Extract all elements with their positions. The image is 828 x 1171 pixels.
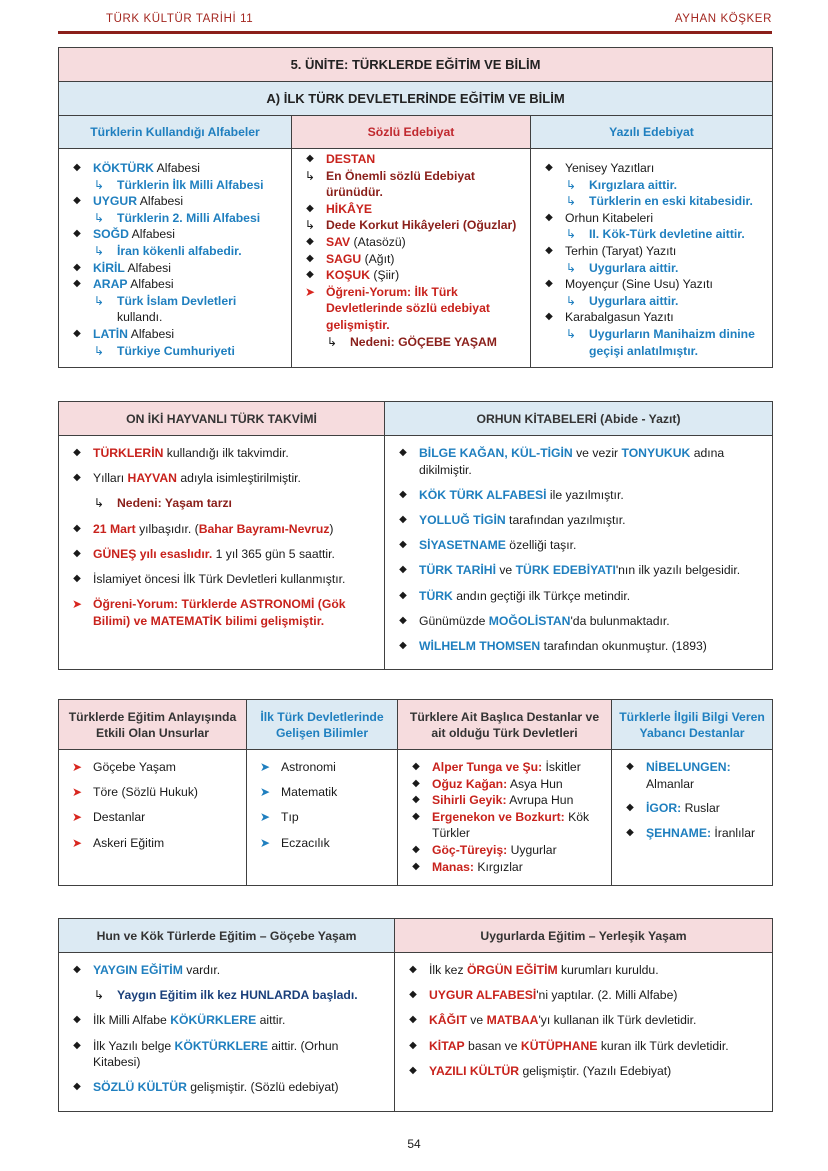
list-item: ↳ Kırgızlara aittir. [565, 177, 678, 192]
list-item: ◆ BİLGE KAĞAN, KÜL-TİGİN ve vezir TONYUKUK adına dikilmiştir. [399, 446, 725, 477]
list-item: ➤ Destanlar [71, 810, 146, 825]
list-item: ➤ Astronomi [259, 760, 336, 774]
list-item: ◆ SİYASETNAME özelliği taşır. [399, 538, 577, 553]
list-item: ↳ Türklerin en eski kitabesidir. [565, 194, 753, 209]
list-item: ◆ UYGUR ALFABESİ'ni yaptılar. (2. Milli Alfabe) [409, 988, 678, 1003]
list-item: ◆ Moyençur (Sine Usu) Yazıtı [545, 277, 713, 292]
list-item: ↳ Yaygın Eğitim ilk kez HUNLARDA başladı. [93, 988, 358, 1003]
list-item: ◆ TÜRKLERİN kullandığı ilk takvimdir. [73, 446, 289, 460]
education-science-table [58, 699, 773, 886]
oral-literature-header: Sözlü Edebiyat [292, 116, 531, 149]
list-item: ◆ Sihirli Geyik: Avrupa Hun [412, 793, 574, 808]
list-item: ↳ Türk İslam Devletleri kullandı. [93, 293, 237, 325]
list-item: ↳ Dede Korkut Hikâyeleri (Oğuzlar) [304, 218, 517, 233]
foreign-epics-header: Türklerle İlgili Bilgi Veren Yabancı Destanlar [612, 700, 773, 750]
list-item: ➤ Tıp [259, 810, 299, 825]
list-item: ◆ YOLLUĞ TİGİN tarafından yazılmıştır. [399, 512, 626, 527]
unit-subtitle: A) İLK TÜRK DEVLETLERİNDE EĞİTİM VE BİLİM [59, 82, 773, 116]
list-item: ➤ Askeri Eğitim [71, 835, 165, 850]
nomadic-header: Hun ve Kök Türlerde Eğitim – Göçebe Yaşam [59, 919, 395, 953]
alphabets-header: Türklerin Kullandığı Alfabeler [59, 116, 292, 149]
list-item: ◆ İlk Yazılı belge KÖKTÜRKLERE aittir. (Orhun Kitabesi) [73, 1038, 339, 1070]
settled-cell [395, 953, 773, 1112]
settled-header: Uygurlarda Eğitim – Yerleşik Yaşam [395, 919, 773, 953]
list-item: ◆ 21 Mart yılbaşıdır. (Bahar Bayramı-Nevruz) [73, 521, 334, 536]
list-item: ◆ İlk kez ÖRGÜN EĞİTİM kurumları kuruldu. [409, 963, 659, 977]
list-item: ➤ Öğreni-Yorum: Türklerde ASTRONOMİ (Gök Bilimi) ve MATEMATİK bilimi gelişmiştir. [71, 597, 346, 628]
book-title: TÜRK KÜLTÜR TARİHİ 11 [106, 13, 254, 25]
list-item: ◆ NİBELUNGEN: Almanlar [626, 760, 731, 791]
page-number: 54 [407, 1137, 421, 1151]
calendar-header: ON İKİ HAYVANLI TÜRK TAKVİMİ [59, 402, 385, 436]
written-literature-cell [531, 149, 773, 368]
education-factors-header: Türklerde Eğitim Anlayışında Etkili Olan Unsurlar [59, 700, 247, 750]
list-item: ◆ Alper Tunga ve Şu: İskitler [412, 760, 581, 774]
list-item: ◆ Oğuz Kağan: Asya Hun [412, 776, 563, 791]
list-item: ➤ Öğreni-Yorum: İlk Türk Devletlerinde sözlü edebiyat gelişmiştir. [304, 284, 490, 332]
list-item: ◆ KOŞUK (Şiir) [306, 268, 400, 283]
orhun-header: ORHUN KİTABELERİ (Abide - Yazıt) [385, 402, 773, 436]
calendar-cell [59, 436, 385, 670]
list-item: ◆ LATİN Alfabesi [73, 326, 175, 341]
list-item: ◆ SOĞD Alfabesi [73, 227, 175, 242]
list-item: ◆ KÖK TÜRK ALFABESİ ile yazılmıştır. [399, 487, 624, 502]
list-item: ↳ Uygurlara aittir. [565, 260, 679, 275]
list-item: ◆ SAV (Atasözü) [306, 234, 406, 249]
list-item: ◆ GÜNEŞ yılı esaslıdır. 1 yıl 365 gün 5 saattir. [73, 546, 335, 561]
list-item: ↳ Türkiye Cumhuriyeti [93, 343, 235, 358]
list-item: ◆ SAGU (Ağıt) [306, 251, 395, 266]
list-item: ↳ Türklerin İlk Milli Alfabesi [93, 177, 264, 192]
oral-literature-cell [292, 149, 531, 368]
list-item: ↳ II. Kök-Türk devletine aittir. [565, 227, 745, 242]
list-item: ➤ Göçebe Yaşam [71, 760, 176, 774]
unit-table [58, 47, 773, 368]
list-item: ◆ Günümüzde MOĞOLİSTAN'da bulunmaktadır. [399, 613, 670, 628]
list-item: ◆ Yenisey Yazıtları [545, 161, 655, 175]
unit-title: 5. ÜNİTE: TÜRKLERDE EĞİTİM VE BİLİM [59, 48, 773, 82]
running-header [58, 10, 772, 36]
list-item: ◆ DESTAN [306, 152, 376, 166]
list-item: ➤ Matematik [259, 785, 338, 800]
list-item: ◆ WİLHELM THOMSEN tarafından okunmuştur. (1893) [399, 638, 707, 653]
sciences-header: İlk Türk Devletlerinde Gelişen Bilimler [247, 700, 398, 750]
author-name: AYHAN KÖŞKER [674, 13, 772, 25]
list-item: ◆ Manas: Kırgızlar [412, 859, 523, 874]
list-item: ➤ Töre (Sözlü Hukuk) [71, 785, 198, 800]
list-item: ↳ Uygurların Manihaizm dinine geçişi anlatılmıştır. [565, 326, 755, 358]
orhun-cell [385, 436, 773, 670]
list-item: ◆ Ergenekon ve Bozkurt: Kök Türkler [412, 809, 590, 841]
calendar-orhun-table [58, 401, 773, 670]
epics-cell [398, 750, 612, 886]
list-item: ◆ TÜRK andın geçtiği ilk Türkçe metindir. [399, 588, 631, 603]
list-item: ◆ HİKÂYE [306, 201, 373, 216]
list-item: ◆ SÖZLÜ KÜLTÜR gelişmiştir. (Sözlü edebiyat) [73, 1080, 339, 1095]
list-item: ◆ UYGUR Alfabesi [73, 194, 184, 209]
list-item: ◆ YAZILI KÜLTÜR gelişmiştir. (Yazılı Edebiyat) [409, 1063, 672, 1078]
list-item: ↳ Nedeni: GÖÇEBE YAŞAM [326, 334, 497, 349]
list-item: ↳ Nedeni: Yaşam tarzı [93, 496, 232, 511]
education-lifestyle-table [58, 918, 773, 1112]
list-item: ↳ Uygurlara aittir. [565, 293, 679, 308]
list-item: ◆ Göç-Türeyiş: Uygurlar [412, 842, 557, 857]
foreign-epics-cell [612, 750, 773, 886]
list-item: ◆ KÂĞIT ve MATBAA'yı kullanan ilk Türk devletidir. [409, 1013, 697, 1028]
epics-header: Türklere Ait Başlıca Destanlar ve ait olduğu Türk Devletleri [398, 700, 612, 750]
list-item: ◆ Orhun Kitabeleri [545, 210, 654, 225]
list-item: ◆ YAYGIN EĞİTİM vardır. [73, 963, 221, 977]
nomadic-cell [59, 953, 395, 1112]
list-item: ◆ Terhin (Taryat) Yazıtı [545, 243, 677, 258]
list-item: ◆ TÜRK TARİHİ ve TÜRK EDEBİYATI'nın ilk yazılı belgesidir. [399, 563, 741, 578]
header-rule [58, 31, 772, 34]
sciences-cell [247, 750, 398, 886]
list-item: ◆ ŞEHNAME: İranlılar [626, 825, 756, 840]
list-item: ◆ İlk Milli Alfabe KÖKÜRKLERE aittir. [73, 1013, 286, 1028]
list-item: ◆ İslamiyet öncesi İlk Türk Devletleri kullanmıştır. [73, 571, 346, 586]
list-item: ◆ Yılları HAYVAN adıyla isimleştirilmiştir. [73, 471, 301, 486]
list-item: ➤ Eczacılık [259, 835, 330, 850]
list-item: ◆ ARAP Alfabesi [73, 277, 174, 292]
list-item: ◆ KİTAP basan ve KÜTÜPHANE kuran ilk Türk devletidir. [409, 1038, 729, 1053]
list-item: ◆ KÖKTÜRK Alfabesi [73, 161, 201, 175]
alphabets-cell [59, 149, 292, 368]
list-item: ↳ İran kökenli alfabedir. [93, 243, 242, 258]
written-literature-header: Yazılı Edebiyat [531, 116, 773, 149]
list-item: ◆ İGOR: Ruslar [626, 801, 720, 816]
list-item: ◆ KİRİL Alfabesi [73, 260, 171, 275]
list-item: ◆ Karabalgasun Yazıtı [545, 310, 674, 325]
list-item: ↳ En Önemli sözlü Edebiyat ürünüdür. [304, 168, 475, 200]
list-item: ↳ Türklerin 2. Milli Alfabesi [93, 210, 261, 225]
education-factors-cell [59, 750, 247, 886]
